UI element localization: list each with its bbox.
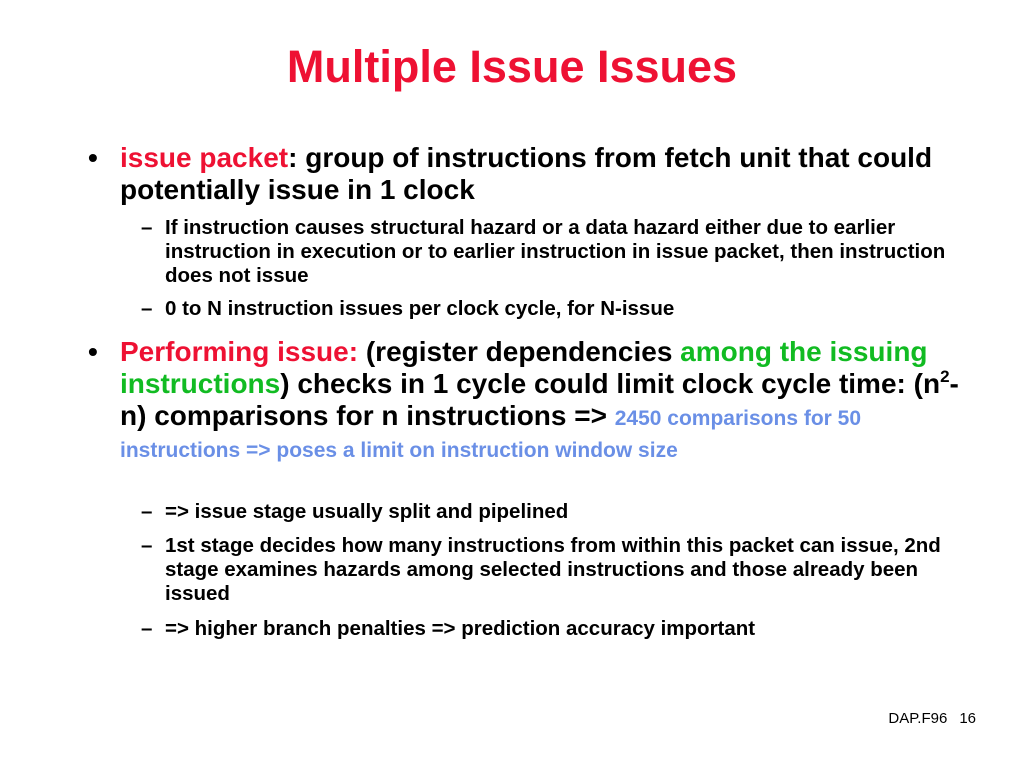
subitem-two-stage xyxy=(141,534,955,606)
bullet-marker: • xyxy=(88,142,98,173)
slide-footer xyxy=(888,710,976,727)
subitem-text: 0 to N instruction issues per clock cycle, for N-issue xyxy=(165,297,675,320)
subitem-branch-penalties xyxy=(141,617,955,641)
subitem-text: => issue stage usually split and pipelined xyxy=(165,500,569,523)
term-colon: : xyxy=(288,142,298,173)
bullet-text-part-2: ) checks in 1 cycle could limit clock cycle time: (n xyxy=(280,368,941,399)
subitem-marker: – xyxy=(141,534,153,557)
slide-title: Multiple Issue Issues xyxy=(286,41,738,92)
term-performing-issue: Performing issue: xyxy=(120,336,359,367)
term-issue-packet: issue packet xyxy=(120,142,289,173)
subitem-marker: – xyxy=(141,297,153,320)
subitem-marker: – xyxy=(141,216,153,239)
superscript-two: 2 xyxy=(940,367,950,386)
bullet-performing-issue xyxy=(88,336,960,464)
subitem-split-pipelined xyxy=(141,500,955,524)
page-number: 16 xyxy=(959,710,976,727)
blue-highlight: 2450 comparisons for 50 instructions => poses a limit on instruction window size xyxy=(120,407,862,462)
subitem-marker: – xyxy=(141,500,153,523)
subitem-structural-hazard xyxy=(141,216,955,288)
green-highlight: among the issuing instructions xyxy=(120,336,928,399)
bullet-issue-packet xyxy=(88,142,960,206)
footer-label: DAP.F96 xyxy=(888,710,948,727)
subitem-text: 1st stage decides how many instructions from within this packet can issue, 2nd stage examines hazards among selected instructions and those already been issued xyxy=(165,534,941,605)
bullet-text-part-3: -n) comparisons for n instructions => xyxy=(120,368,959,431)
subitem-text: If instruction causes structural hazard or a data hazard either due to earlier instruction in execution or to earlier instruction in issue packet, then instruction does not issue xyxy=(165,216,946,287)
bullet-text-part-1: (register dependencies xyxy=(358,336,681,367)
bullet-text: group of instructions from fetch unit that could potentially issue in 1 clock xyxy=(120,142,933,205)
subitem-marker: – xyxy=(141,617,153,640)
subitem-issues-per-cycle xyxy=(141,297,955,321)
bullet-marker: • xyxy=(88,336,98,367)
subitem-text: => higher branch penalties => prediction accuracy important xyxy=(165,617,756,640)
